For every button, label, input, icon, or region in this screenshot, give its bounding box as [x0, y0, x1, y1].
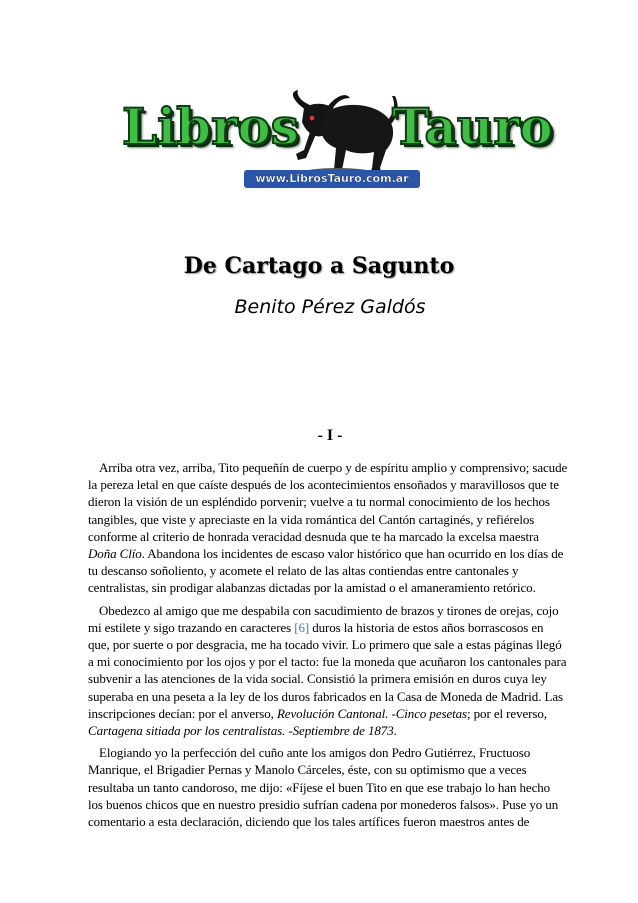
body-text [88, 459, 568, 835]
logo-word-tauro: Tauro [392, 97, 553, 156]
footnote-link-6[interactable]: [6] [294, 619, 310, 635]
paragraph-2-text-middle: duros la historia de estos años borrascosos en que, por suerte o por desgracia, me ha tocado vivir. Lo primero que sale a estas páginas llegó a mi conocimiento por los ojos y por el tacto: fue la moneda que acuñaron los cantonales para subvenir a las atenciones de la vida social. Consistió la primera emisión en duros cuya ley superaba en una peseta a la ley de los duros fabricados en la Casa de Moneda de Madrid. Las inscripciones decían: por el anverso, [88, 619, 567, 721]
paragraph-3-text: Elogiando yo la perfección del cuño ante los amigos don Pedro Gutiérrez, Fructuoso Manrique, el Brigadier Pernas y Manolo Cárceles, éste, con su optimismo que a veces resultaba un tanto candoroso, me dijo: «Fíjese el buen Tito en que ese trabajo lo han hecho los buenos chicos que en nuestro presidio sufrían cadena por monederos falsos». Puse yo un comentario a esta declaración, diciendo que los tales artífices fueron maestros antes de [88, 745, 559, 830]
paragraph-3 [88, 744, 568, 830]
italic-doña-clio: Doña Clío [88, 546, 142, 562]
paragraph-2 [88, 602, 568, 740]
bull-icon [276, 88, 398, 182]
libros-tauro-logo [112, 86, 553, 196]
document-author: Benito Pérez Galdós [234, 296, 426, 318]
paragraph-2-text-end: . [393, 723, 397, 739]
italic-inscription-anverso: Revolución Cantonal. -Cinco pesetas [276, 705, 467, 721]
paragraph-2-text: Obedezco al amigo que me despabila con sacudimiento de brazos y tirones de orejas, cojo mi estilete y sigo trazando en caracteres [88, 602, 559, 635]
paragraph-1 [88, 459, 568, 597]
paragraph-1-text: Arriba otra vez, arriba, Tito pequeñín de cuerpo y de espíritu amplio y comprensivo; sacude la pereza letal en que caíste después de los acontecimientos ensoñados y maravillosos que te dieron la visión de un espléndido porvenir; vuelve a tu normal conocimiento de los hechos tangibles, que viste y apreciaste en la vida romántica del Cantón cartaginés, y refiérelos conforme al criterio de honrada veracidad desnuda que te ha marcado la excelsa maestra [88, 460, 568, 544]
document-title: De Cartago a Sagunto [183, 253, 455, 279]
logo-url: www.LibrosTauro.com.ar [244, 170, 420, 188]
paragraph-1-text-end: . Abandona los incidentes de escaso valor histórico que han ocurrido en los días de tu descanso soñoliento, y acomete el relato de las altas contiendas entre cantonales y centralistas, sin prodigar alabanzas dictadas por la amistad o el amaneramiento retórico. [88, 546, 564, 596]
italic-inscription-reverso: Cartagena sitiada por los centralistas. -Septiembre de 1873 [88, 723, 394, 739]
paragraph-2-text-reverso: ; por el reverso, [467, 705, 547, 721]
logo-word-libros: Libros [122, 97, 299, 156]
chapter-heading: - I - [317, 427, 343, 444]
